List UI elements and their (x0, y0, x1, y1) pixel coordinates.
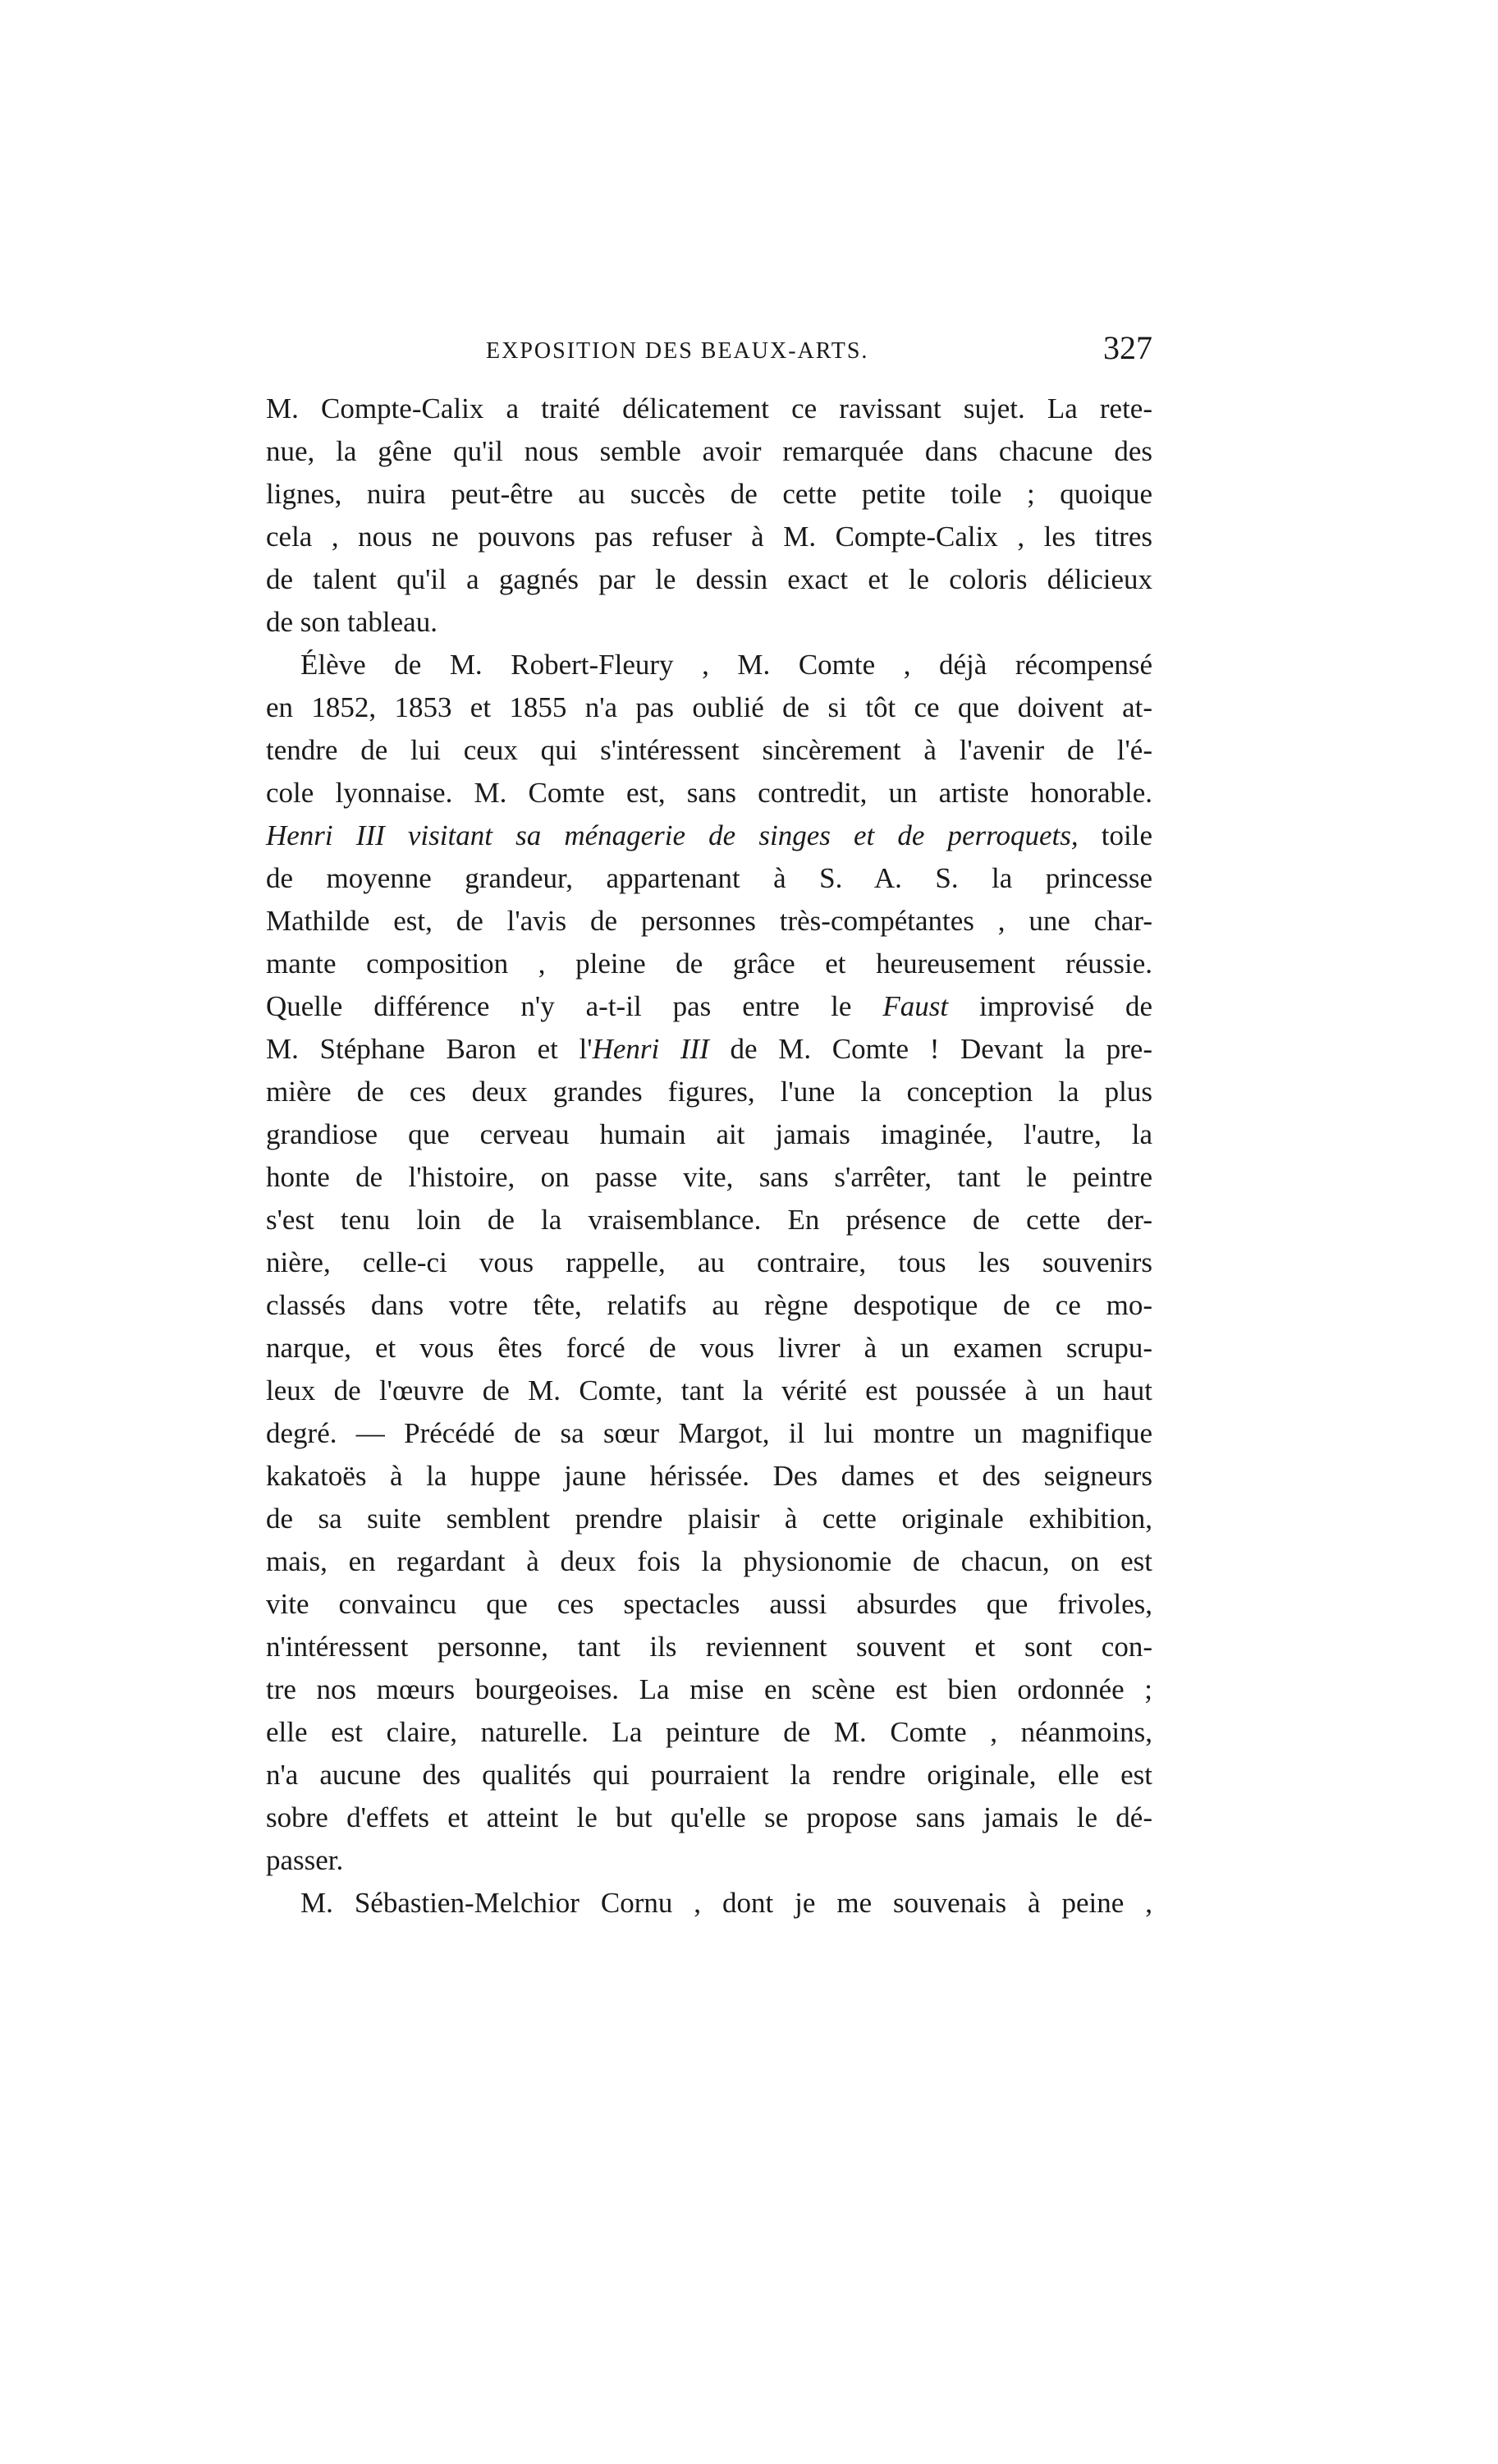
text-line: lignes, nuira peut-être au succès de cette petite toile ; quoique (266, 478, 1152, 510)
text-line: Mathilde est, de l'avis de personnes très-compétantes , une char- (266, 905, 1152, 937)
text-line: de sa suite semblent prendre plaisir à cette originale exhibition, (266, 1503, 1152, 1535)
body-text (266, 388, 1152, 1925)
running-head (266, 328, 1152, 378)
text-fragment: improvisé de (948, 990, 1152, 1022)
running-title: EXPOSITION DES BEAUX-ARTS. (486, 338, 869, 364)
text-line: mante composition , pleine de grâce et heureusement réussie. (266, 948, 1152, 980)
text-line: grandiose que cerveau humain ait jamais imaginée, l'autre, la (266, 1118, 1152, 1150)
text-line: tre nos mœurs bourgeoises. La mise en scène est bien ordonnée ; (266, 1673, 1152, 1705)
italic-henri: Henri III (592, 1033, 709, 1065)
text-fragment: M. Stéphane Baron et l' (266, 1033, 593, 1065)
text-fragment: Quelle différence n'y a-t-il pas entre le (266, 990, 883, 1022)
text-line: leux de l'œuvre de M. Comte, tant la vérité est poussée à un haut (266, 1374, 1152, 1406)
text-line: tendre de lui ceux qui s'intéressent sincèrement à l'avenir de l'é- (266, 734, 1152, 766)
text-line: n'a aucune des qualités qui pourraient la rendre originale, elle est (266, 1759, 1152, 1791)
text-line: nue, la gêne qu'il nous semble avoir remarquée dans chacune des (266, 435, 1152, 467)
text-line: degré. — Précédé de sa sœur Margot, il lui montre un magnifique (266, 1417, 1152, 1449)
text-line: mière de ces deux grandes figures, l'une la conception la plus (266, 1076, 1152, 1108)
text-line: elle est claire, naturelle. La peinture de M. Comte , néanmoins, (266, 1716, 1152, 1748)
text-line: cole lyonnaise. M. Comte est, sans contredit, un artiste honorable. (266, 777, 1152, 809)
text-line: en 1852, 1853 et 1855 n'a pas oublié de si tôt ce que doivent at- (266, 691, 1152, 723)
italic-title: Henri III visitant sa ménagerie de singes et de perroquets, (266, 819, 1079, 851)
text-line: vite convaincu que ces spectacles aussi absurdes que frivoles, (266, 1588, 1152, 1620)
text-line: honte de l'histoire, on passe vite, sans s'arrêter, tant le peintre (266, 1161, 1152, 1193)
text-line: nière, celle-ci vous rappelle, au contraire, tous les souvenirs (266, 1246, 1152, 1278)
text-line: narque, et vous êtes forcé de vous livrer à un examen scrupu- (266, 1332, 1152, 1364)
text-fragment: de M. Comte ! Devant la pre- (708, 1033, 1152, 1065)
text-line: sobre d'effets et atteint le but qu'elle se propose sans jamais le dé- (266, 1801, 1152, 1833)
text-line: n'intéressent personne, tant ils reviennent souvent et sont con- (266, 1631, 1152, 1663)
text-line: passer. (266, 1844, 344, 1876)
page-number: 327 (1103, 329, 1152, 366)
text-line: classés dans votre tête, relatifs au règne despotique de ce mo- (266, 1289, 1152, 1321)
text-line: de son tableau. (266, 606, 437, 638)
text-line: kakatoës à la huppe jaune hérissée. Des dames et des seigneurs (266, 1460, 1152, 1492)
text-line: Élève de M. Robert-Fleury , M. Comte , déjà récompensé (300, 649, 1152, 681)
text-line: s'est tenu loin de la vraisemblance. En présence de cette der- (266, 1204, 1152, 1236)
text-line: de moyenne grandeur, appartenant à S. A. S. la princesse (266, 862, 1152, 894)
text-line-henri (266, 1028, 1152, 1071)
italic-faust: Faust (882, 990, 949, 1022)
text-fragment: toile (1078, 819, 1152, 851)
text-line: M. Sébastien-Melchior Cornu , dont je me souvenais à peine , (300, 1887, 1152, 1919)
text-line: mais, en regardant à deux fois la physionomie de chacun, on est (266, 1545, 1152, 1577)
text-line-italic-title (266, 814, 1152, 857)
text-line: M. Compte-Calix a traité délicatement ce ravissant sujet. La rete- (266, 392, 1152, 424)
text-line: cela , nous ne pouvons pas refuser à M. Compte-Calix , les titres (266, 521, 1152, 553)
text-line-faust (266, 985, 1152, 1028)
text-line: de talent qu'il a gagnés par le dessin exact et le coloris délicieux (266, 563, 1152, 595)
